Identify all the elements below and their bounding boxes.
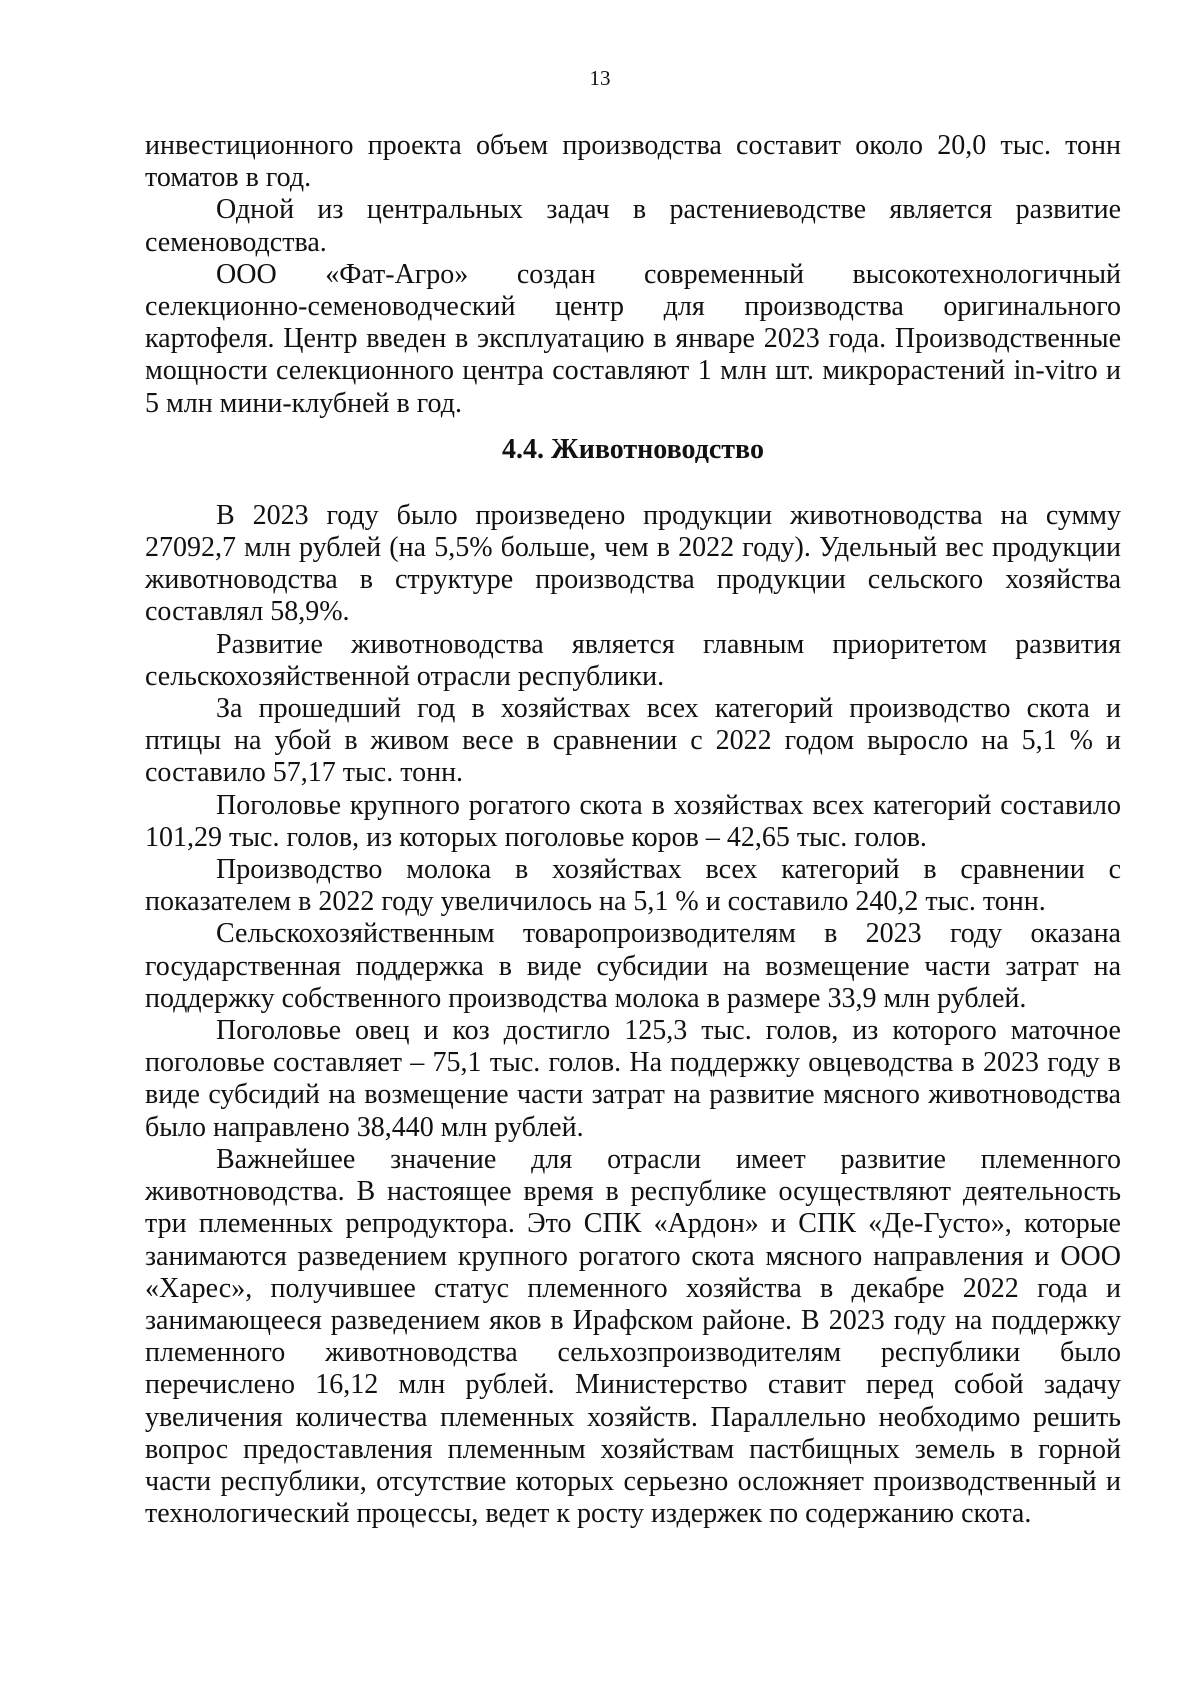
paragraph-cattle-headcount: Поголовье крупного рогатого скота в хозяйствах всех категорий составило 101,29 тыс. голов, из которых поголовье коров – 42,65 тыс. голов.	[145, 789, 1121, 853]
paragraph-sheep-goats: Поголовье овец и коз достигло 125,3 тыс. голов, из которого маточное поголовье составляет – 75,1 тыс. голов. На поддержку овцеводства в 2023 году в виде субсидий на возмещение части затрат на развитие мясного животноводства было направлено 38,440 млн рублей.	[145, 1015, 1121, 1143]
paragraph-slaughter-production: За прошедший год в хозяйствах всех категорий производство скота и птицы на убой в живом весе в сравнении с 2022 годом выросло на 5,1 % и составило 57,17 тыс. тонн.	[145, 693, 1121, 789]
paragraph-seed-production: Одной из центральных задач в растениеводстве является развитие семеноводства.	[145, 194, 1121, 258]
paragraph-livestock-output: В 2023 году было произведено продукции животноводства на сумму 27092,7 млн рублей (на 5,5% больше, чем в 2022 году). Удельный вес продукции животноводства в структуре производства продукции сельского хозяйства составлял 58,9%.	[145, 499, 1121, 628]
section-heading: 4.4. Животноводство	[502, 433, 764, 465]
paragraph-milk-subsidy: Сельскохозяйственным товаропроизводителям в 2023 году оказана государственная поддержка в виде субсидии на возмещение части затрат на поддержку собственного производства молока в размере 33,9 млн рублей.	[145, 918, 1121, 1014]
paragraph-milk-production: Производство молока в хозяйствах всех категорий в сравнении с показателем в 2022 году увеличилось на 5,1 % и составило 240,2 тыс. тонн.	[145, 854, 1121, 918]
paragraph-continuation: инвестиционного проекта объем производства составит около 20,0 тыс. тонн томатов в год.	[145, 130, 1121, 194]
paragraph-breeding: Важнейшее значение для отрасли имеет развитие племенного животноводства. В настоящее время в республике осуществляют деятельность три племенных репродуктора. Это СПК «Ардон» и СПК «Де-Густо», которые занимаются разведением крупного рогатого скота мясного направления и ООО «Харес», получившее статус племенного хозяйства в декабре 2022 года и занимающееся разведением яков в Ирафском районе. В 2023 году на поддержку племенного животноводства сельхозпроизводителям республики было перечислено 16,12 млн рублей. Министерство ставит перед собой задачу увеличения количества племенных хозяйств. Параллельно необходимо решить вопрос предоставления племенным хозяйствам пастбищных земель в горной части республики, отсутствие которых серьезно осложняет производственный и технологический процессы, ведет к росту издержек по содержанию скота.	[145, 1143, 1121, 1530]
paragraph-fat-agro: ООО «Фат-Агро» создан современный высокотехнологичный селекционно-семеноводческий центр для производства оригинального картофеля. Центр введен в эксплуатацию в январе 2023 года. Производственные мощности селекционного центра составляют 1 млн шт. микрорастений in-vitro и 5 млн мини-клубней в год.	[145, 258, 1121, 419]
document-body	[145, 130, 1121, 1530]
paragraph-livestock-priority: Развитие животноводства является главным приоритетом развития сельскохозяйственной отрасли республики.	[145, 628, 1121, 692]
page-number: 13	[589, 66, 611, 90]
